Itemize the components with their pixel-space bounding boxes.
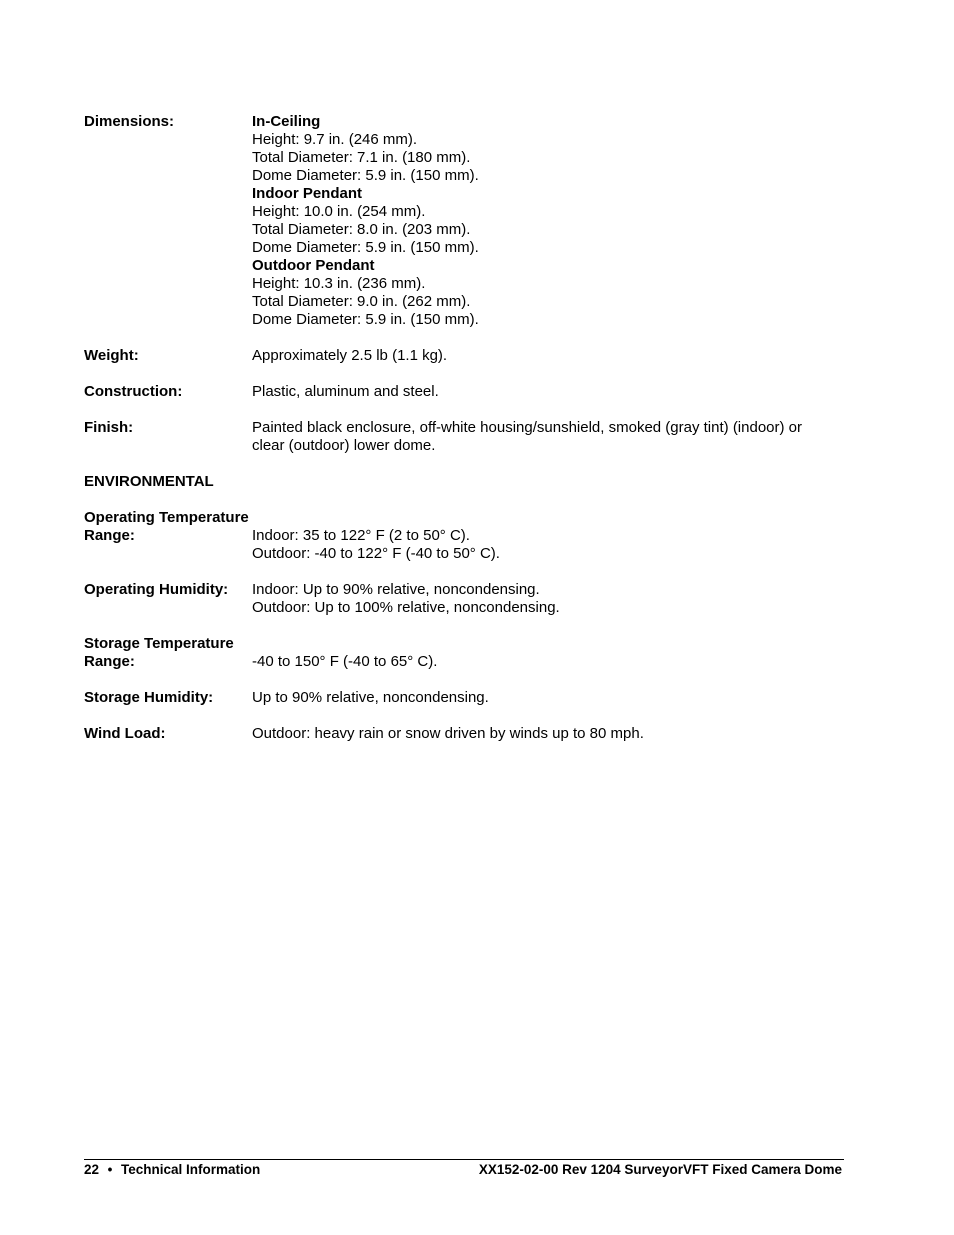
spacer (84, 671, 844, 689)
spacer (84, 491, 844, 509)
dimensions-group-title: Indoor Pendant (252, 185, 362, 202)
page-footer (84, 1162, 842, 1178)
storage-humidity-label: Storage Humidity: (84, 689, 214, 706)
finish-line: Painted black enclosure, off-white housing/sunshield, smoked (gray tint) (indoor) or (252, 419, 803, 436)
footer-doc-title: XX152-02-00 Rev 1204 SurveyorVFT Fixed Camera Dome (478, 1162, 842, 1177)
spacer (84, 329, 844, 347)
dimensions-group-title: Outdoor Pendant (252, 257, 375, 274)
footer-left (84, 1162, 260, 1178)
wind-load-label: Wind Load: (84, 725, 166, 742)
footer-section: Technical Information (121, 1162, 261, 1177)
spacer (84, 455, 844, 473)
operating-temperature-label-line: Range: (84, 527, 135, 544)
dimensions-line: Height: 10.3 in. (236 mm). (252, 275, 426, 292)
dimensions-line: Height: 9.7 in. (246 mm). (252, 131, 418, 148)
operating-temperature-line: Outdoor: -40 to 122° F (-40 to 50° C). (252, 545, 500, 562)
footer-divider (84, 1159, 844, 1160)
operating-humidity-values (252, 581, 844, 617)
wind-load-row (84, 725, 844, 743)
footer-bullet-icon: • (107, 1162, 113, 1177)
storage-humidity-value: Up to 90% relative, noncondensing. (252, 689, 489, 706)
weight-value: Approximately 2.5 lb (1.1 kg). (252, 347, 448, 364)
spacer (84, 707, 844, 725)
operating-humidity-line: Indoor: Up to 90% relative, noncondensing. (252, 581, 540, 598)
wind-load-value: Outdoor: heavy rain or snow driven by winds up to 80 mph. (252, 725, 644, 742)
finish-label: Finish: (84, 419, 134, 436)
operating-temperature-line: Indoor: 35 to 122° F (2 to 50° C). (252, 527, 470, 544)
dimensions-group-title: In-Ceiling (252, 113, 321, 130)
storage-temperature-label-line: Range: (84, 653, 135, 670)
weight-label: Weight: (84, 347, 139, 364)
environmental-heading: ENVIRONMENTAL (84, 473, 214, 490)
dimensions-line: Total Diameter: 7.1 in. (180 mm). (252, 149, 471, 166)
storage-humidity-row (84, 689, 844, 707)
spacer (84, 563, 844, 581)
construction-label: Construction: (84, 383, 183, 400)
spacer (84, 401, 844, 419)
operating-temperature-spacer (252, 509, 844, 527)
page-number: 22 (84, 1162, 100, 1177)
operating-humidity-row (84, 581, 844, 617)
operating-temperature-values (252, 509, 844, 563)
dimensions-values (252, 113, 844, 329)
operating-temperature-row (84, 509, 844, 563)
dimensions-label: Dimensions: (84, 113, 175, 130)
dimensions-row (84, 113, 844, 329)
spec-page (84, 113, 844, 743)
construction-value: Plastic, aluminum and steel. (252, 383, 439, 400)
storage-temperature-row (84, 635, 844, 671)
dimensions-line: Dome Diameter: 5.9 in. (150 mm). (252, 239, 479, 256)
finish-row (84, 419, 844, 455)
construction-row (84, 383, 844, 401)
operating-humidity-label: Operating Humidity: (84, 581, 229, 598)
operating-temperature-label-line: Operating Temperature (84, 509, 249, 526)
storage-temperature-value: -40 to 150° F (-40 to 65° C). (252, 653, 438, 670)
spacer (84, 365, 844, 383)
dimensions-line: Dome Diameter: 5.9 in. (150 mm). (252, 311, 479, 328)
operating-humidity-line: Outdoor: Up to 100% relative, noncondensing. (252, 599, 560, 616)
storage-temperature-spacer (252, 635, 844, 653)
dimensions-line: Total Diameter: 9.0 in. (262 mm). (252, 293, 471, 310)
storage-temperature-label (84, 635, 252, 671)
dimensions-line: Dome Diameter: 5.9 in. (150 mm). (252, 167, 479, 184)
finish-line: clear (outdoor) lower dome. (252, 437, 436, 454)
finish-value (252, 419, 844, 455)
operating-temperature-label (84, 509, 252, 563)
storage-temperature-values (252, 635, 844, 671)
spacer (84, 617, 844, 635)
weight-row (84, 347, 844, 365)
storage-temperature-label-line: Storage Temperature (84, 635, 234, 652)
dimensions-line: Height: 10.0 in. (254 mm). (252, 203, 426, 220)
dimensions-line: Total Diameter: 8.0 in. (203 mm). (252, 221, 471, 238)
